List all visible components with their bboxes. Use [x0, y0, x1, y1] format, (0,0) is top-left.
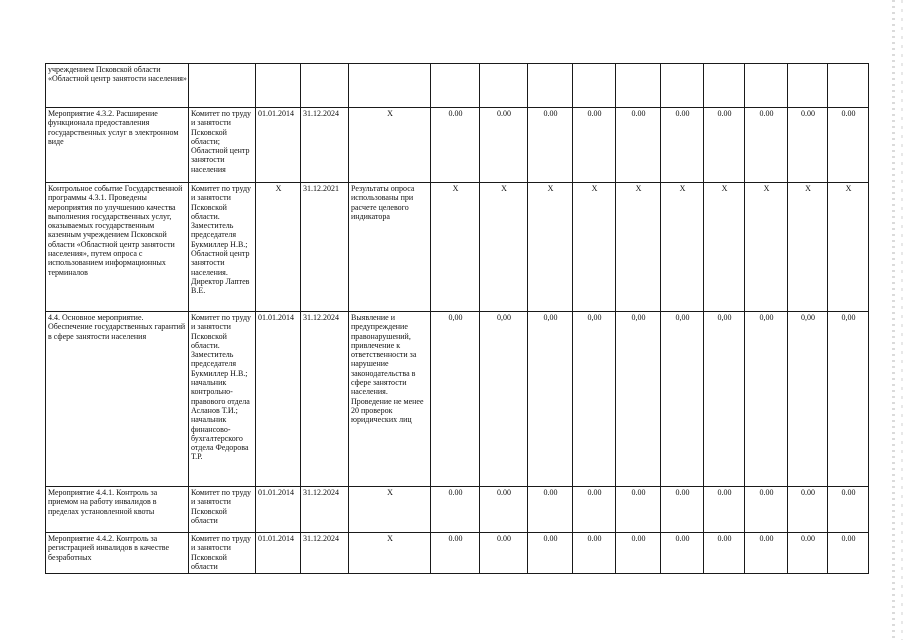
end-date-cell: 31.12.2024: [301, 533, 349, 574]
funding-value-cell: X: [704, 183, 745, 312]
funding-value-cell: [704, 64, 745, 108]
funding-value-cell: 0.00: [788, 108, 828, 183]
funding-value-cell: 0.00: [745, 533, 788, 574]
funding-value-cell: 0.00: [528, 487, 573, 533]
funding-value-cell: X: [573, 183, 616, 312]
table-row: [46, 64, 869, 108]
funding-value-cell: 0,00: [828, 312, 869, 487]
funding-value-cell: 0.00: [704, 533, 745, 574]
funding-value-cell: [431, 64, 480, 108]
start-date-cell: 01.01.2014: [256, 108, 301, 183]
funding-value-cell: 0.00: [528, 533, 573, 574]
executor-cell: Комитет по труду и занятости Псковской области. Заместитель председателя Букмиллер Н.В.; начальник контрольно-правового отдела Асланов Т.И.; начальник финансово-бухгалтерского отдела Федорова Т.Р.: [189, 312, 256, 487]
funding-value-cell: 0.00: [480, 108, 528, 183]
funding-value-cell: X: [431, 183, 480, 312]
funding-value-cell: 0.00: [573, 533, 616, 574]
scan-edge-mark: [901, 0, 903, 640]
expected-result-cell: X: [349, 533, 431, 574]
table-row: [46, 108, 869, 183]
funding-value-cell: [745, 64, 788, 108]
activity-name-cell: Контрольное событие Государственной программы 4.3.1. Проведены мероприятия по улучшению качества выполнения государственных услуг, оказываемых государственным казенным учреждением Псковской области «Областной центр занятости населения», путем опроса с использованием информационных терминалов: [46, 183, 189, 312]
funding-value-cell: [661, 64, 704, 108]
scan-edge-mark: [892, 0, 895, 640]
start-date-cell: 01.01.2014: [256, 487, 301, 533]
funding-value-cell: 0.00: [661, 487, 704, 533]
funding-value-cell: 0.00: [573, 108, 616, 183]
funding-value-cell: 0,00: [788, 312, 828, 487]
funding-value-cell: [828, 64, 869, 108]
funding-value-cell: 0.00: [661, 533, 704, 574]
end-date-cell: 31.12.2024: [301, 108, 349, 183]
funding-value-cell: 0,00: [745, 312, 788, 487]
executor-cell: Комитет по труду и занятости Псковской области; Областной центр занятости населения: [189, 108, 256, 183]
start-date-cell: 01.01.2014: [256, 312, 301, 487]
start-date-cell: 01.01.2014: [256, 533, 301, 574]
funding-value-cell: 0,00: [704, 312, 745, 487]
funding-value-cell: 0.00: [788, 487, 828, 533]
expected-result-cell: X: [349, 487, 431, 533]
executor-cell: [189, 64, 256, 108]
funding-value-cell: [528, 64, 573, 108]
activity-name-cell: Мероприятие 4.4.1. Контроль за приемом на работу инвалидов в пределах установленной квоты: [46, 487, 189, 533]
funding-value-cell: X: [828, 183, 869, 312]
funding-value-cell: X: [616, 183, 661, 312]
start-date-cell: X: [256, 183, 301, 312]
funding-value-cell: 0.00: [431, 487, 480, 533]
funding-value-cell: 0.00: [480, 487, 528, 533]
table-row: [46, 487, 869, 533]
table-body: [46, 64, 869, 574]
activity-name-cell: Мероприятие 4.4.2. Контроль за регистрацией инвалидов в качестве безработных: [46, 533, 189, 574]
funding-value-cell: 0.00: [745, 487, 788, 533]
funding-value-cell: X: [480, 183, 528, 312]
funding-value-cell: 0.00: [828, 487, 869, 533]
funding-value-cell: 0.00: [616, 108, 661, 183]
executor-cell: Комитет по труду и занятости Псковской области: [189, 487, 256, 533]
funding-value-cell: 0,00: [431, 312, 480, 487]
end-date-cell: 31.12.2024: [301, 312, 349, 487]
activity-name-cell: учреждением Псковской области «Областной центр занятости населения»: [46, 64, 189, 108]
table-row: [46, 312, 869, 487]
activity-name-cell: 4.4. Основное мероприятие. Обеспечение государственных гарантий в сфере занятости населения: [46, 312, 189, 487]
activity-name-cell: Мероприятие 4.3.2. Расширение функционала предоставления государственных услуг в электронном виде: [46, 108, 189, 183]
program-activities-table: [45, 63, 869, 574]
funding-value-cell: 0.00: [788, 533, 828, 574]
funding-value-cell: X: [528, 183, 573, 312]
funding-value-cell: 0.00: [745, 108, 788, 183]
expected-result-cell: Результаты опроса использованы при расчете целевого индикатора: [349, 183, 431, 312]
funding-value-cell: 0.00: [828, 108, 869, 183]
funding-value-cell: 0,00: [528, 312, 573, 487]
funding-value-cell: 0.00: [431, 533, 480, 574]
funding-value-cell: 0,00: [573, 312, 616, 487]
funding-value-cell: [480, 64, 528, 108]
end-date-cell: [301, 64, 349, 108]
funding-value-cell: 0,00: [480, 312, 528, 487]
funding-value-cell: 0.00: [573, 487, 616, 533]
end-date-cell: 31.12.2021: [301, 183, 349, 312]
start-date-cell: [256, 64, 301, 108]
funding-value-cell: 0.00: [704, 487, 745, 533]
funding-value-cell: 0,00: [616, 312, 661, 487]
funding-value-cell: 0.00: [431, 108, 480, 183]
funding-value-cell: X: [745, 183, 788, 312]
expected-result-cell: [349, 64, 431, 108]
funding-value-cell: [616, 64, 661, 108]
funding-value-cell: X: [661, 183, 704, 312]
table-row: [46, 183, 869, 312]
funding-value-cell: [573, 64, 616, 108]
funding-value-cell: [788, 64, 828, 108]
end-date-cell: 31.12.2024: [301, 487, 349, 533]
funding-value-cell: 0.00: [528, 108, 573, 183]
expected-result-cell: X: [349, 108, 431, 183]
funding-value-cell: 0.00: [828, 533, 869, 574]
funding-value-cell: 0.00: [480, 533, 528, 574]
funding-value-cell: 0.00: [704, 108, 745, 183]
table-row: [46, 533, 869, 574]
executor-cell: Комитет по труду и занятости Псковской области: [189, 533, 256, 574]
funding-value-cell: 0,00: [661, 312, 704, 487]
executor-cell: Комитет по труду и занятости Псковской области. Заместитель председателя Букмиллер Н.В.; Областной центр занятости населения. Директор Лаптев В.Е.: [189, 183, 256, 312]
funding-value-cell: 0.00: [616, 487, 661, 533]
funding-value-cell: 0.00: [616, 533, 661, 574]
funding-value-cell: 0.00: [661, 108, 704, 183]
expected-result-cell: Выявление и предупреждение правонарушений, привлечение к ответственности за нарушение законодательства в сфере занятости населения. Проведение не менее 20 проверок юридических лиц: [349, 312, 431, 487]
funding-value-cell: X: [788, 183, 828, 312]
